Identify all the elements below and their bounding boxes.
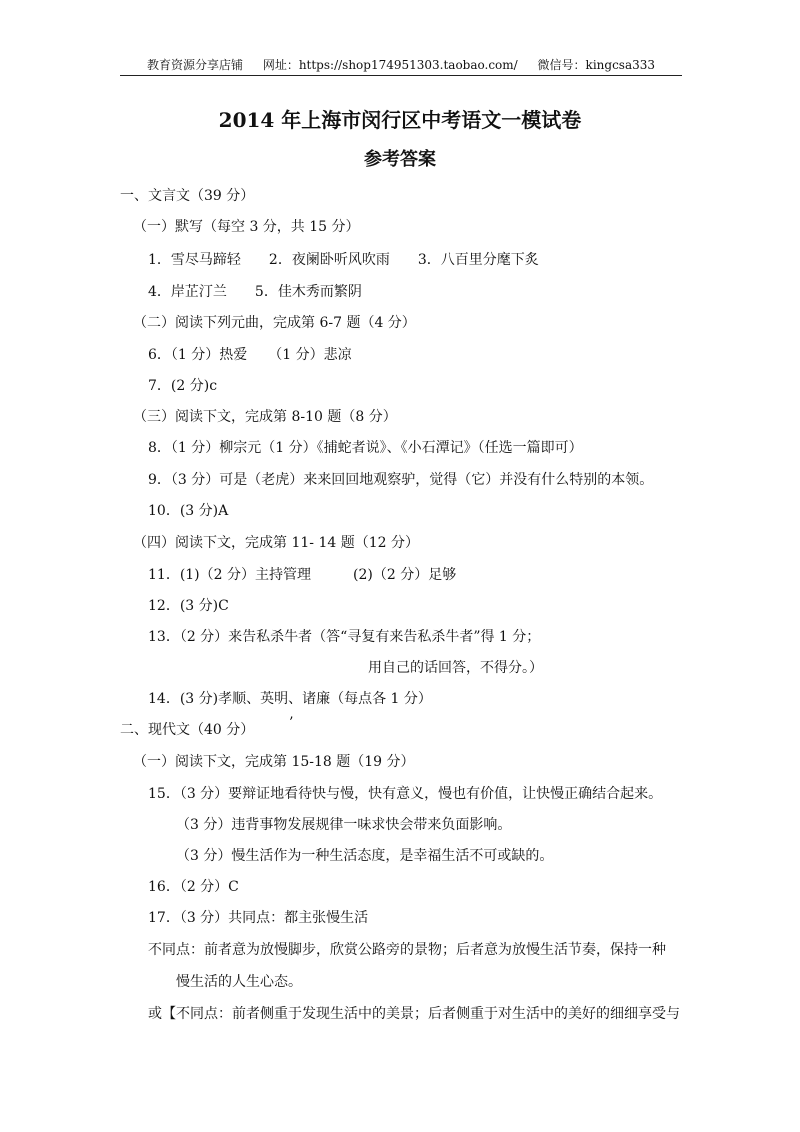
subsection-heading: （三）阅读下文，完成第 8-10 题（8 分） [133,409,397,425]
header-shop: 教育资源分享店铺 [146,58,243,72]
answer-line-continued: 慢生活的人生心态。 [176,974,302,990]
answer-line: 9．（3 分）可是（老虎）来来回回地观察驴，觉得（它）并没有什么特别的本领。 [148,472,654,488]
subsection-heading: （一）默写（每空 3 分，共 15 分） [133,219,360,235]
answer-line: 13．（2 分）来告私杀牛者（答“寻复有来告私杀牛者”得 1 分； [148,629,541,645]
subsection-heading: （二）阅读下列元曲，完成第 6-7 题（4 分） [133,315,416,331]
section-heading: 二、现代文（40 分） [120,722,255,738]
answer-line: 17．（3 分）共同点：都主张慢生活 [148,910,369,926]
answer-line: 11．(1)（2 分）主持管理 (2)（2 分）足够 [148,567,457,583]
answer-line: 14．(3 分)孝顺、英明、诸廉（每点各 1 分） [148,691,432,707]
answer-line: 1．雪尽马蹄轻 2．夜阑卧听风吹雨 3．八百里分麾下炙 [148,252,539,268]
header-site: 网址：https://shop174951303.taobao.com/ [262,58,518,72]
page-header [120,56,682,74]
page-subtitle: 参考答案 [364,149,436,170]
answer-line: 或【不同点：前者侧重于发现生活中的美景；后者侧重于对生活中的美好的细细享受与 [148,1006,680,1022]
answer-line: 16．（2 分）C [148,879,239,895]
header-rule [120,75,682,76]
stray-mark: ’ [289,715,294,731]
section-heading: 一、文言文（39 分） [120,188,255,204]
answer-line-indented: （3 分）违背事物发展规律一味求快会带来负面影响。 [176,817,512,833]
answer-line: 8．（1 分）柳宗元（1 分）《捕蛇者说》、《小石潭记》（任选一篇即可） [148,440,583,456]
answer-line: 7．(2 分)c [148,378,218,394]
page-title: 2014 年上海市闵行区中考语文一模试卷 [218,108,582,132]
subsection-heading: （一）阅读下文，完成第 15-18 题（19 分） [133,754,415,770]
header-wechat: 微信号：kingcsa333 [537,58,656,72]
answer-line: 6．（1 分）热爱 （1 分）悲凉 [148,347,352,363]
answer-line: 12．(3 分)C [148,598,229,614]
answer-line-indented: （3 分）慢生活作为一种生活态度，是幸福生活不可或缺的。 [176,848,554,864]
answer-line: 4．岸芷汀兰 5．佳木秀而繁阴 [148,284,362,300]
answer-line: 15．（3 分）要辩证地看待快与慢，快有意义，慢也有价值，让快慢正确结合起来。 [148,786,663,802]
answer-line: 不同点：前者意为放慢脚步，欣赏公路旁的景物；后者意为放慢生活节奏，保持一种 [148,942,666,958]
answer-line: 10．(3 分)A [148,503,229,519]
subsection-heading: （四）阅读下文，完成第 11- 14 题（12 分） [133,535,419,551]
answer-line-continued: 用自己的话回答，不得分。） [368,660,543,676]
